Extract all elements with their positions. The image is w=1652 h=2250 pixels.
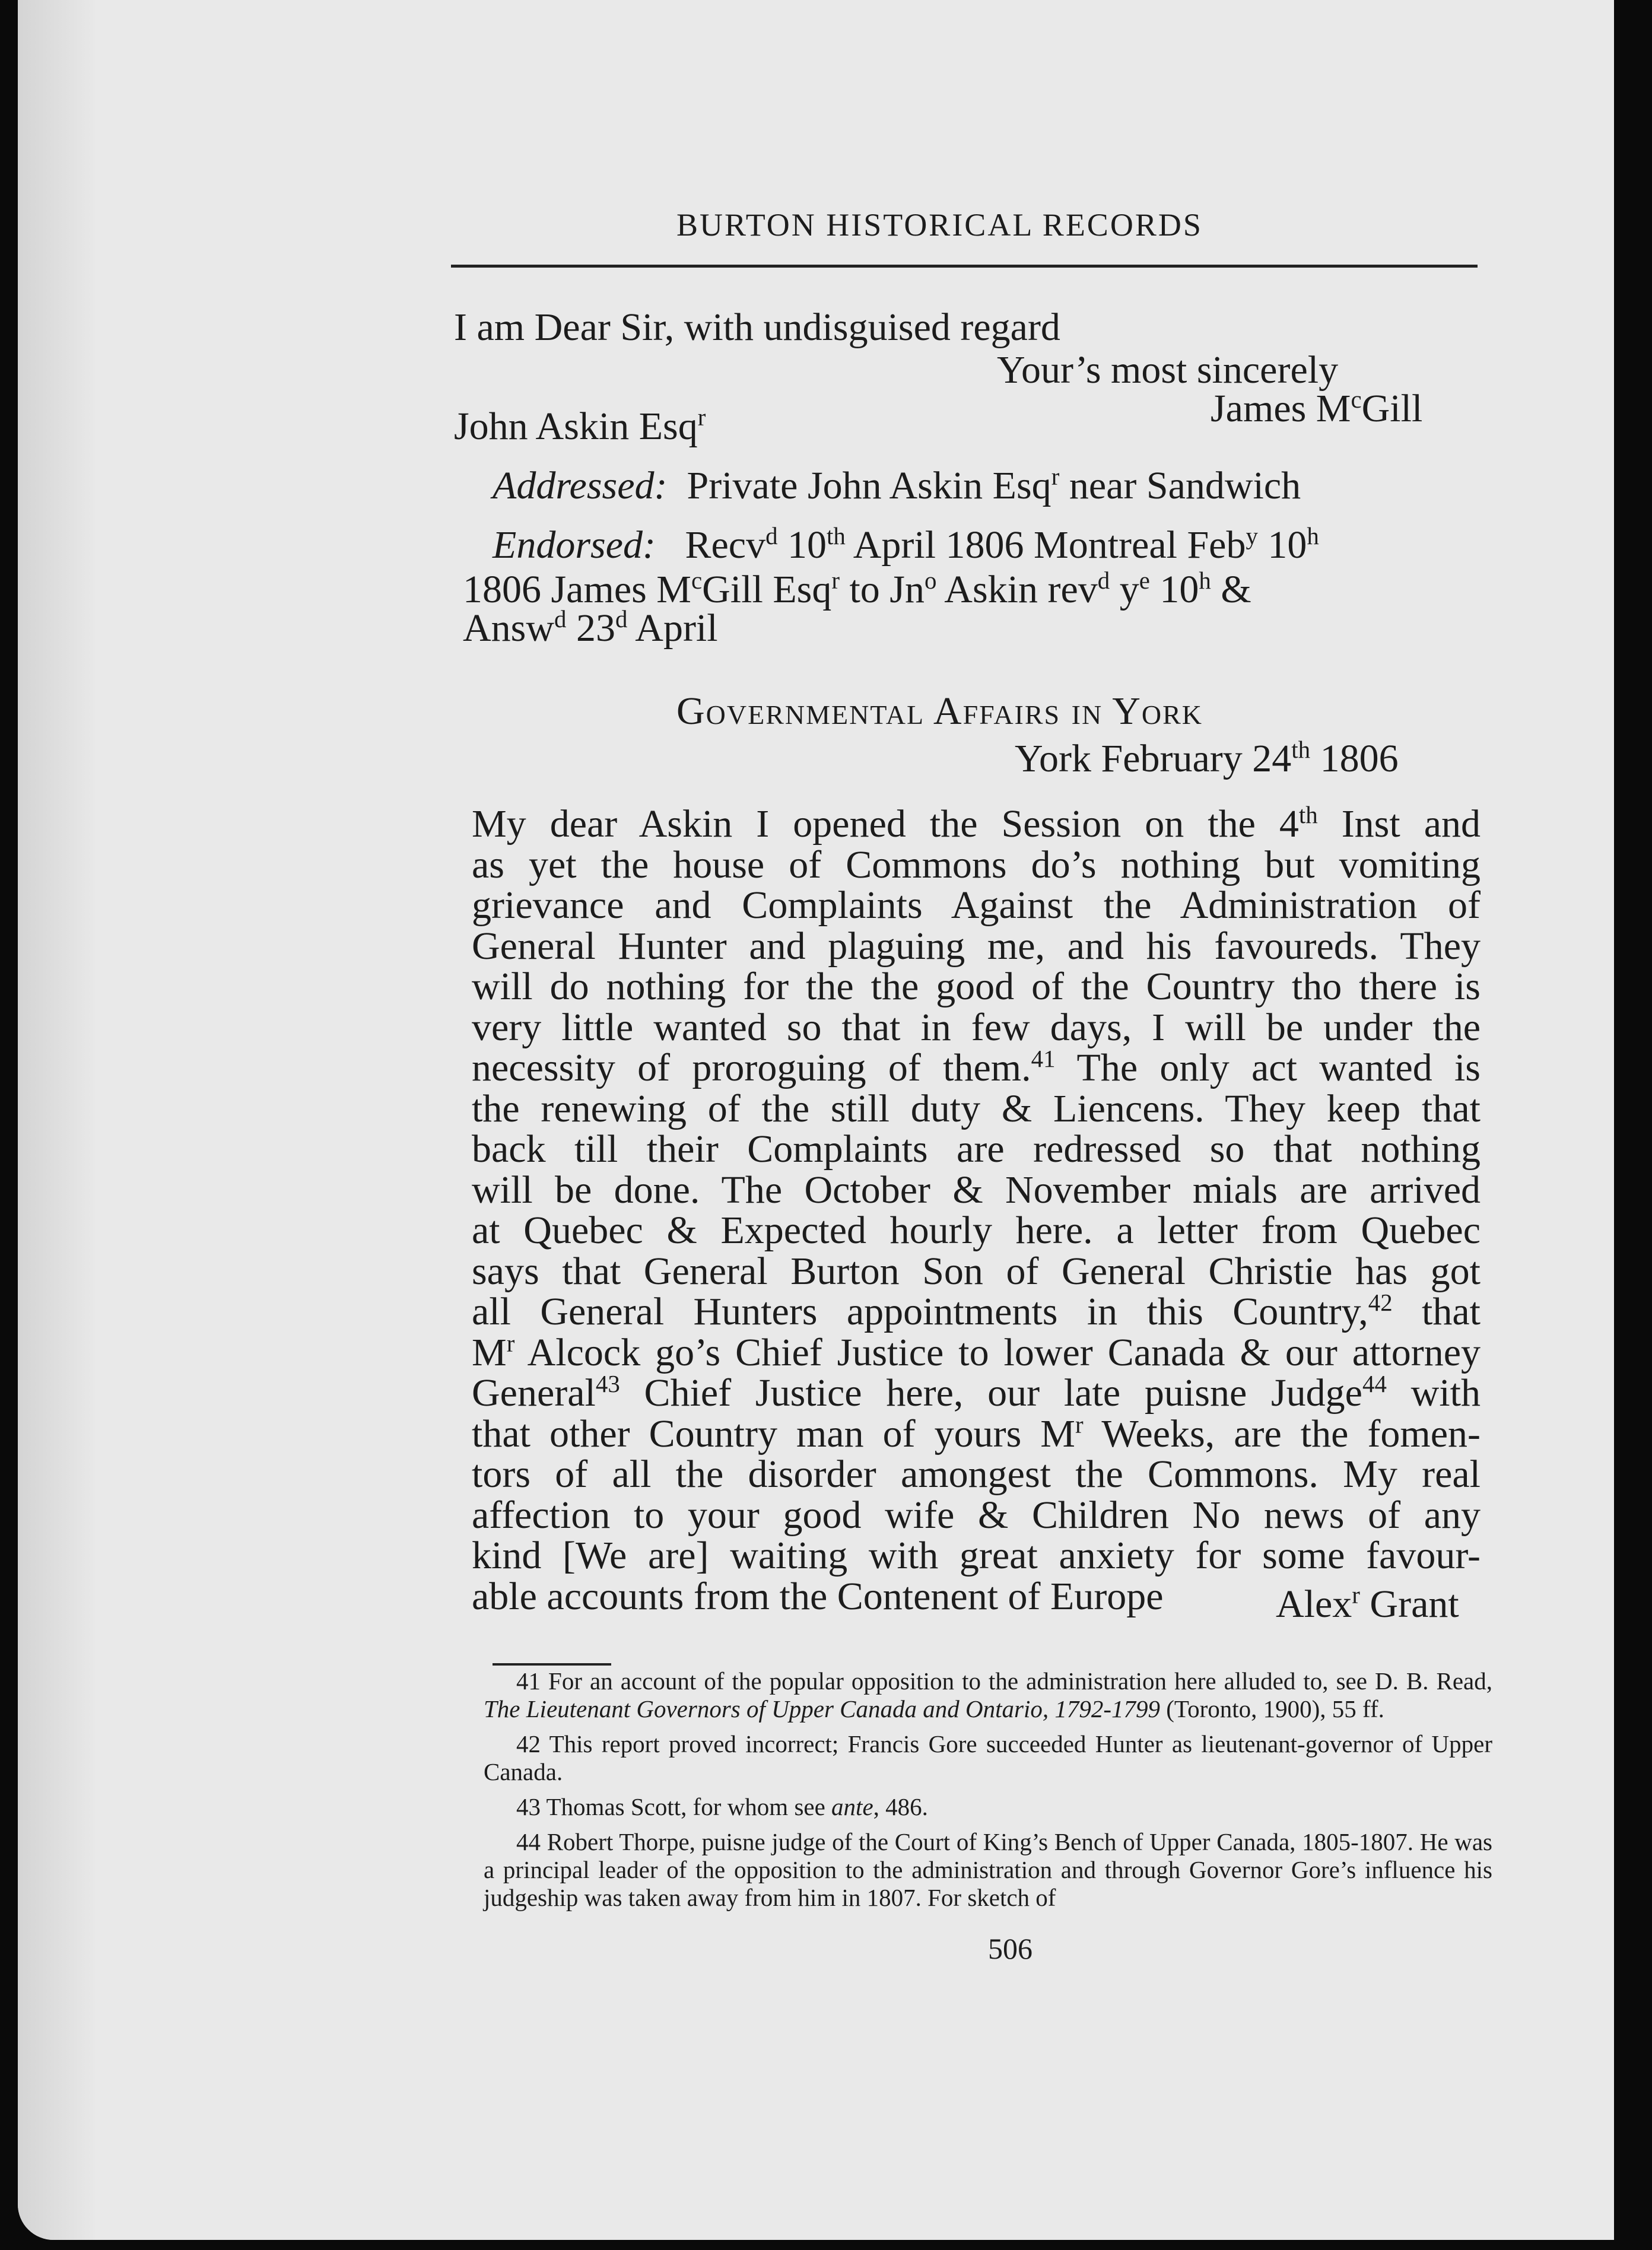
body-line: will do nothing for the the good of the Country tho there is <box>472 965 1481 1008</box>
page-edge-shadow <box>18 0 95 2240</box>
closing-line: I am Dear Sir, with undisguised regard <box>454 306 1060 349</box>
body-line: the renewing of the still duty & Liencens. They keep that <box>472 1086 1481 1130</box>
footnote-marker: th <box>1298 802 1318 828</box>
body-line: grievance and Complaints Against the Administration of <box>472 884 1481 927</box>
footnote-marker: 43 <box>595 1371 620 1397</box>
footnote-marker: 42 <box>1368 1289 1393 1316</box>
footnote <box>484 1828 1492 1912</box>
body-line: affection to your good wife & Children No news of any <box>472 1493 1481 1537</box>
footnote-text: (Toronto, 1900), 55 ff. <box>1160 1695 1384 1723</box>
body-line: tors of all the disorder amongest the Commons. My real <box>472 1453 1481 1496</box>
footnote-text: ante <box>831 1793 873 1820</box>
footnote-number: 44 <box>516 1828 541 1855</box>
section-title: Governmental Affairs in York <box>676 689 1203 733</box>
running-head: BURTON HISTORICAL RECORDS <box>676 207 1203 243</box>
body-line: My dear Askin I opened the Session on the 4th Inst and <box>472 802 1481 846</box>
endorsed-line-3: Answ$^d$ 23$^d$ April <box>463 606 718 650</box>
footnote-marker: 41 <box>1031 1045 1056 1072</box>
footnote-text: , 486. <box>873 1793 928 1820</box>
footnote <box>484 1730 1492 1786</box>
sign-off: Alex$^r$ Grant <box>1276 1582 1459 1626</box>
footnote-text: Thomas Scott, for whom see <box>546 1793 832 1820</box>
footnote-marker: r <box>1075 1411 1084 1438</box>
body-line: says that General Burton Son of General Christie has got <box>472 1249 1481 1293</box>
body-line: all General Hunters appointments in this Country,$^{42}$ that <box>472 1289 1481 1333</box>
body-line: very little wanted so that in few days, I will be under the <box>472 1005 1481 1049</box>
footnote-text: This report proved incorrect; Francis Gore succeeded Hunter as lieutenant-governor of Upper Canada. <box>484 1730 1492 1785</box>
body-line: General Hunter and plaguing me, and his favoureds. They <box>472 924 1481 968</box>
endorsed-line-1: Endorsed: Recv$^d$ 10th April 1806 Montreal Feb$^y$ 10$^h$ <box>493 523 1319 567</box>
body-line: $M^r$ Alcock go’s Chief Justice to lower Canada & our attorney <box>472 1330 1481 1374</box>
letter-body <box>472 804 1481 1617</box>
endorsed-line-2: 1806 James $M^cGill$ Esq$^r$ to Jn$^o$ Askin rev$^d$ $y^e$ 10$^h$ & <box>463 567 1251 611</box>
footnote <box>484 1793 1492 1821</box>
footnote-rule <box>493 1663 611 1666</box>
closing-salutation: Your’s most sincerely <box>997 348 1339 392</box>
footnote-text: Robert Thorpe, puisne judge of the Court of King’s Bench of Upper Canada, 1805-1807. He was a principal leader of the opposition to the administration and through Governor Gore’s influence his judgeship was taken away from him in 1807. For sketch of <box>484 1828 1492 1911</box>
addressed-line: Addressed: Private John Askin Esq$^r$ near Sandwich <box>493 463 1301 507</box>
body-line: General$^{43}$ Chief Justice here, our late puisne Judge$^{44}$ with <box>472 1371 1481 1415</box>
body-line: will be done. The October & November mials are arrived <box>472 1168 1481 1212</box>
recipient-name: John Askin Esq$^r$ <box>454 404 706 448</box>
footnote-number: 42 <box>516 1730 541 1758</box>
footnotes <box>484 1667 1492 1919</box>
footnote-number: 43 <box>516 1793 541 1820</box>
dateline: York February 24th 1806 <box>1015 736 1399 780</box>
body-line: kind [We are] waiting with great anxiety for some favour- <box>472 1534 1481 1577</box>
body-line: that other Country man of yours $M^r$ Weeks, are the fomen- <box>472 1411 1481 1455</box>
body-line: able accounts from the Contenent of Europe <box>472 1574 1164 1618</box>
body-line: back till their Complaints are redressed so that nothing <box>472 1127 1481 1171</box>
body-line: necessity of proroguing of them.$^{41}$ The only act wanted is <box>472 1045 1481 1089</box>
page-number: 506 <box>988 1932 1032 1965</box>
body-line: as yet the house of Commons do’s nothing but vomiting <box>472 843 1481 886</box>
body-line: at Quebec & Expected hourly here. a letter from Quebec <box>472 1209 1481 1252</box>
footnote-text: For an account of the popular opposition to the administration here alluded to, see D. B. Read, <box>548 1667 1493 1695</box>
header-rule <box>451 265 1478 268</box>
footnote-marker: 44 <box>1362 1371 1387 1397</box>
footnote-text: The Lieutenant Governors of Upper Canada and Ontario, 1792-1799 <box>484 1695 1160 1723</box>
footnote <box>484 1667 1492 1723</box>
signature: James $M^cGill$ <box>1211 386 1423 430</box>
footnote-marker: r <box>506 1330 515 1357</box>
footnote-number: 41 <box>516 1667 541 1695</box>
